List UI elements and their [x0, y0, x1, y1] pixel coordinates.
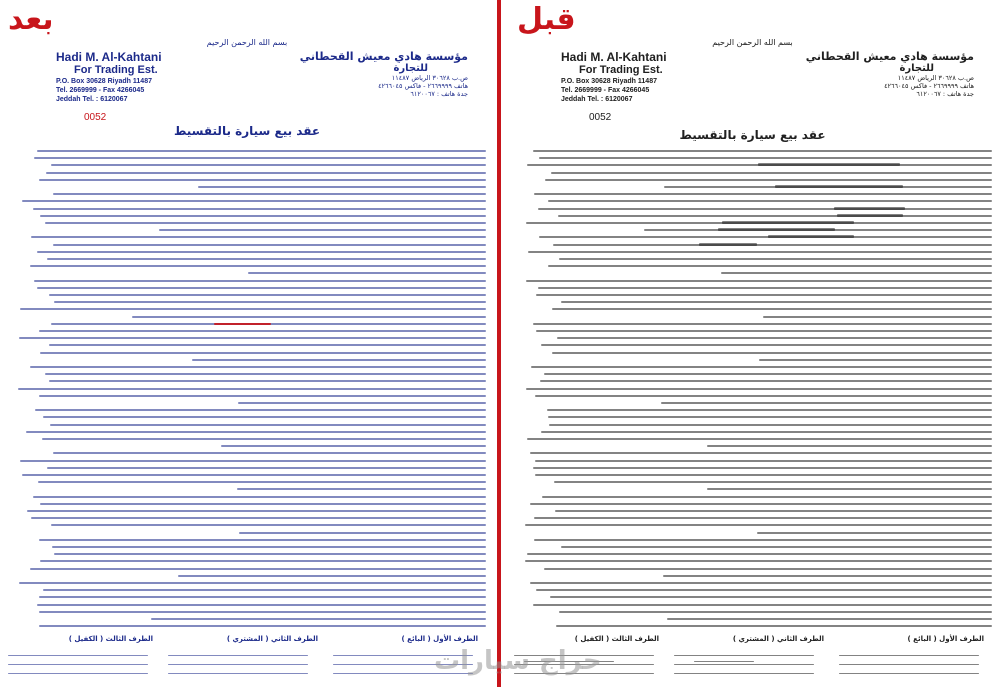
- company-ar-address: ص.ب ٣٠٦٢٨ الرياض ١١٤٨٧: [897, 74, 974, 82]
- body-text-line: [526, 388, 992, 390]
- body-text-line: [20, 460, 486, 462]
- body-text-line: [42, 438, 486, 440]
- signature-field-line: [8, 655, 148, 656]
- body-text-line: [132, 316, 486, 318]
- body-text-line: [40, 560, 486, 562]
- signature-field-line: [674, 655, 814, 656]
- handwritten-entry: [837, 214, 903, 217]
- body-text-line: [238, 402, 486, 404]
- sig-party-1: الطرف الأول ( البائع ): [907, 635, 984, 643]
- company-ar-phone: هاتف ٢٦٦٩٩٩٩ - فاكس ٤٢٦٦٠٤٥: [884, 82, 974, 90]
- body-text-line: [552, 352, 992, 354]
- body-text-line: [721, 272, 992, 274]
- body-text-line: [39, 611, 486, 613]
- body-text-line: [536, 589, 992, 591]
- body-text-line: [33, 496, 486, 498]
- body-text-line: [533, 467, 992, 469]
- company-en-address: P.O. Box 30628 Riyadh 11487: [561, 78, 657, 85]
- company-english-block: [56, 50, 162, 103]
- body-text-line: [248, 272, 486, 274]
- company-en-address: P.O. Box 30628 Riyadh 11487: [56, 78, 152, 85]
- body-text-line: [49, 344, 486, 346]
- body-text-line: [40, 503, 486, 505]
- body-text-line: [39, 625, 486, 627]
- body-text-line: [538, 208, 992, 210]
- serial-number: 0052: [589, 112, 612, 123]
- signature-headers: [6, 635, 488, 649]
- body-text-line: [53, 452, 486, 454]
- body-text-line: [763, 316, 992, 318]
- handwritten-entry: [722, 221, 854, 224]
- body-text-line: [37, 150, 486, 152]
- body-text-line: [30, 568, 486, 570]
- body-text-line: [151, 618, 486, 620]
- company-ar-name: مؤسسة هادي معيش القحطاني: [299, 50, 468, 63]
- body-text-line: [530, 503, 992, 505]
- sig-party-2: الطرف الثاني ( المشتري ): [732, 635, 824, 643]
- body-text-line: [757, 532, 992, 534]
- body-text-line: [51, 164, 486, 166]
- body-text-line: [27, 510, 486, 512]
- sig-party-1: الطرف الأول ( البائع ): [401, 635, 478, 643]
- body-text-line: [39, 539, 486, 541]
- body-text-line: [541, 344, 992, 346]
- company-arabic-block: [300, 50, 468, 98]
- body-text-line: [535, 460, 992, 462]
- signature-field-line: [8, 673, 148, 674]
- basmala: بسم الله الرحمن الرحيم: [206, 38, 288, 47]
- body-text-line: [54, 553, 486, 555]
- body-text-line: [561, 301, 992, 303]
- body-text-line: [536, 294, 992, 296]
- body-text-line: [533, 150, 992, 152]
- body-text-line: [30, 366, 486, 368]
- company-ar-name: مؤسسة هادي معيش القحطاني: [805, 50, 974, 63]
- watermark: حراج سيارات: [434, 646, 602, 676]
- body-text-line: [50, 424, 486, 426]
- before-panel: [505, 0, 1000, 687]
- body-text-line: [52, 546, 486, 548]
- body-text-line: [557, 337, 992, 339]
- body-text-line: [46, 172, 486, 174]
- signature-field-line: [168, 655, 308, 656]
- body-text-line: [707, 445, 992, 447]
- body-text-line: [47, 258, 486, 260]
- body-text-line: [533, 604, 992, 606]
- body-text-line: [198, 186, 486, 188]
- signature-field-line: [839, 664, 979, 665]
- body-text-line: [534, 539, 992, 541]
- body-text-line: [47, 467, 486, 469]
- body-text-line: [38, 481, 486, 483]
- body-text-line: [19, 582, 486, 584]
- sig-party-3: الطرف الثالث ( الكفيل ): [574, 635, 659, 643]
- body-text-line: [552, 308, 992, 310]
- company-ar-phone: هاتف ٢٦٦٩٩٩٩ - فاكس ٤٢٦٦٠٤٥: [378, 82, 468, 90]
- body-text-line: [31, 517, 486, 519]
- body-text-line: [707, 488, 992, 490]
- company-en-jeddah: Jeddah Tel. : 6120067: [56, 96, 128, 103]
- highlighted-text: [214, 323, 271, 325]
- signature-field-line: [168, 673, 308, 674]
- handwritten-entry: [834, 207, 905, 210]
- body-text-line: [544, 373, 992, 375]
- body-text-line: [531, 366, 992, 368]
- body-text-line: [667, 618, 992, 620]
- company-en-name: Hadi M. Al-Kahtani: [56, 50, 162, 64]
- body-text-line: [534, 517, 992, 519]
- body-text-line: [527, 438, 992, 440]
- sig-party-2: الطرف الثاني ( المشتري ): [226, 635, 318, 643]
- body-text-line: [19, 337, 486, 339]
- body-text-line: [548, 200, 992, 202]
- sig-party-3: الطرف الثالث ( الكفيل ): [68, 635, 153, 643]
- body-text-line: [43, 416, 486, 418]
- body-text-line: [544, 568, 992, 570]
- body-text-line: [45, 222, 486, 224]
- body-text-line: [526, 280, 992, 282]
- company-ar-address: ص.ب ٣٠٦٢٨ الرياض ١١٤٨٧: [391, 74, 468, 82]
- body-text-line: [192, 359, 486, 361]
- handwritten-signature: [694, 661, 754, 662]
- body-text-line: [53, 244, 486, 246]
- body-text-line: [541, 431, 992, 433]
- contract-body: [8, 150, 486, 631]
- company-en-jeddah: Jeddah Tel. : 6120067: [561, 96, 633, 103]
- body-text-line: [661, 402, 992, 404]
- body-text-line: [26, 431, 486, 433]
- handwritten-entry: [768, 235, 853, 238]
- body-text-line: [530, 452, 992, 454]
- body-text-line: [548, 265, 992, 267]
- body-text-line: [555, 510, 992, 512]
- body-text-line: [30, 265, 486, 267]
- body-text-line: [37, 287, 486, 289]
- center-divider: [497, 0, 501, 687]
- body-text-line: [221, 445, 486, 447]
- body-text-line: [39, 330, 486, 332]
- body-text-line: [22, 200, 486, 202]
- body-text-line: [540, 380, 992, 382]
- body-text-line: [39, 179, 486, 181]
- body-text-line: [525, 524, 992, 526]
- company-arabic-block: [806, 50, 974, 98]
- contract-title: عقد بيع سيارة بالتقسيط: [679, 128, 826, 142]
- company-en-subtitle: For Trading Est.: [579, 64, 663, 76]
- body-text-line: [54, 301, 486, 303]
- handwritten-entry: [699, 243, 757, 246]
- company-en-name: Hadi M. Al-Kahtani: [561, 50, 667, 64]
- company-en-subtitle: For Trading Est.: [74, 64, 158, 76]
- signature-fields: [6, 651, 488, 679]
- body-text-line: [22, 474, 486, 476]
- company-en-phone: Tel. 2669999 - Fax 4266045: [561, 87, 650, 94]
- body-text-line: [39, 395, 486, 397]
- handwritten-entry: [775, 185, 903, 188]
- company-ar-subtitle: للتجارة: [393, 63, 428, 74]
- body-text-line: [663, 575, 992, 577]
- body-text-line: [51, 524, 486, 526]
- body-text-line: [545, 179, 992, 181]
- after-panel: [0, 0, 494, 687]
- body-text-line: [49, 294, 486, 296]
- body-text-line: [561, 546, 992, 548]
- body-text-line: [530, 582, 992, 584]
- before-label: قبل: [517, 2, 576, 37]
- company-ar-jeddah: جدة هاتف : ٦١٢٠٠٦٧: [410, 90, 468, 98]
- serial-number: 0052: [84, 112, 107, 123]
- body-text-line: [45, 373, 486, 375]
- body-text-line: [558, 215, 993, 217]
- signature-field-line: [839, 655, 979, 656]
- body-text-line: [40, 352, 486, 354]
- body-text-line: [39, 596, 486, 598]
- signature-field-line: [674, 664, 814, 665]
- after-label: بعد: [8, 2, 54, 37]
- body-text-line: [159, 229, 486, 231]
- body-text-line: [53, 193, 486, 195]
- body-text-line: [34, 280, 486, 282]
- body-text-line: [40, 215, 486, 217]
- body-text-line: [548, 416, 992, 418]
- body-text-line: [549, 424, 992, 426]
- body-text-line: [37, 251, 486, 253]
- body-text-line: [556, 625, 992, 627]
- body-text-line: [536, 330, 992, 332]
- body-text-line: [559, 258, 992, 260]
- body-text-line: [539, 157, 992, 159]
- body-text-line: [554, 481, 992, 483]
- body-text-line: [551, 172, 992, 174]
- body-text-line: [535, 395, 992, 397]
- signature-field-line: [8, 664, 148, 665]
- company-ar-subtitle: للتجارة: [899, 63, 934, 74]
- company-english-block: [561, 50, 667, 103]
- body-text-line: [37, 604, 486, 606]
- after-document: [6, 36, 488, 679]
- body-text-line: [33, 208, 486, 210]
- company-ar-jeddah: جدة هاتف : ٦١٢٠٠٦٧: [916, 90, 974, 98]
- body-text-line: [553, 244, 992, 246]
- signature-field-line: [839, 673, 979, 674]
- company-en-phone: Tel. 2669999 - Fax 4266045: [56, 87, 145, 94]
- body-text-line: [559, 611, 992, 613]
- body-text-line: [34, 157, 486, 159]
- handwritten-entry: [718, 228, 835, 231]
- contract-body: [513, 150, 992, 631]
- body-text-line: [239, 532, 486, 534]
- body-text-line: [237, 488, 486, 490]
- body-text-line: [550, 596, 992, 598]
- body-text-line: [49, 380, 486, 382]
- body-text-line: [538, 287, 992, 289]
- body-text-line: [35, 409, 486, 411]
- body-text-line: [542, 496, 992, 498]
- before-document: [511, 36, 994, 679]
- body-text-line: [31, 236, 486, 238]
- body-text-line: [533, 323, 992, 325]
- body-text-line: [525, 560, 992, 562]
- body-text-line: [20, 308, 486, 310]
- body-text-line: [547, 409, 992, 411]
- contract-title: عقد بيع سيارة بالتقسيط: [173, 124, 321, 138]
- body-text-line: [534, 193, 992, 195]
- basmala: بسم الله الرحمن الرحيم: [712, 38, 793, 47]
- handwritten-entry: [758, 163, 900, 166]
- body-text-line: [18, 388, 486, 390]
- body-text-line: [43, 589, 486, 591]
- body-text-line: [528, 251, 992, 253]
- body-text-line: [759, 359, 992, 361]
- body-text-line: [527, 553, 992, 555]
- signature-field-line: [674, 673, 814, 674]
- signature-field-line: [168, 664, 308, 665]
- body-text-line: [539, 236, 992, 238]
- body-text-line: [178, 575, 486, 577]
- body-text-line: [535, 474, 992, 476]
